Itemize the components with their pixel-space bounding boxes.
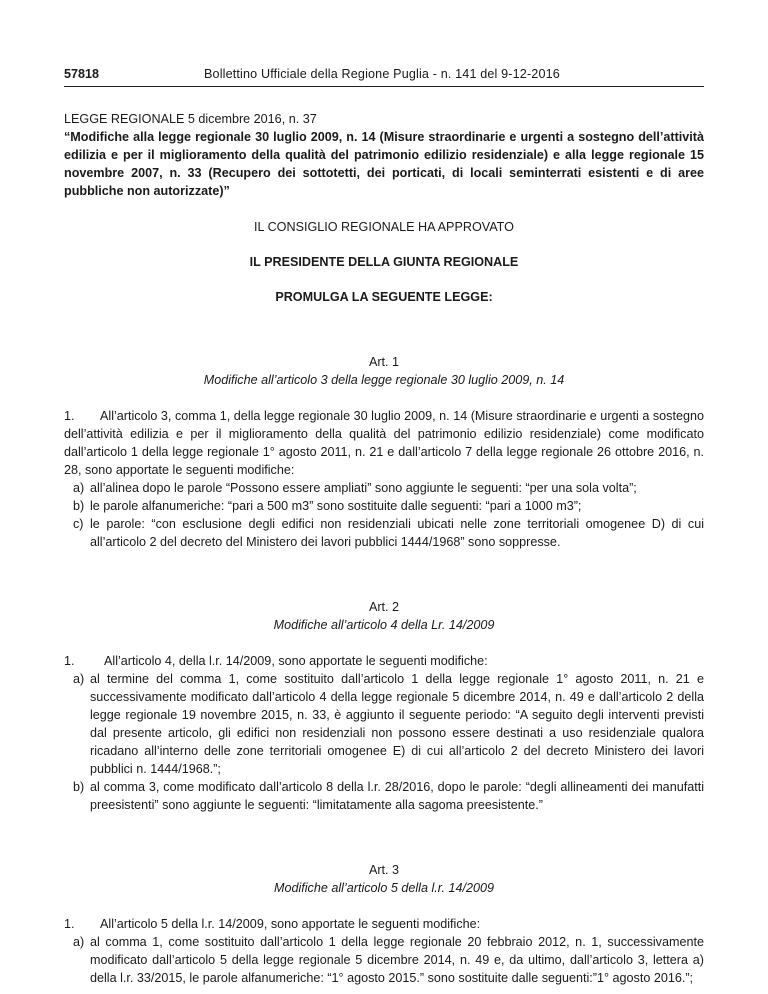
list-item (64, 670, 704, 778)
article-2 (64, 598, 704, 814)
document-body (64, 110, 704, 987)
promulga-heading: PROMULGA LA SEGUENTE LEGGE: (275, 290, 493, 304)
paragraph-text: All’articolo 3, comma 1, della legge regionale 30 luglio 2009, n. 14 (Misure straordinarie e urgenti a sostegno dell’attività edilizia e per il miglioramento della qualità del patrimonio edilizio residenziale) come modificato dall’articolo 1 della legge regionale 1° agosto 2011, n. 21 e dall’articolo 7 della legge regionale 26 ottobre 2016, n. 28, sono apportate le seguenti modifiche: (64, 409, 704, 477)
list-item-text: al termine del comma 1, come sostituito dall’articolo 1 della legge regionale 1° agosto 2011, n. 21 e successivamente modificato dall’articolo 4 della legge regionale 5 dicembre 2014, n. 49 e dall’articolo 2 della legge regionale 19 novembre 2015, n. 33, è aggiunto il seguente periodo: “A seguito degli interventi previsti dal presente articolo, gli edifici non residenziali non possono essere destinati a uso residenziale qualora ricadano all’interno delle zone territoriali omogenee E) di cui all’articolo 2 del decreto Ministero dei lavori pubblici n. 1444/1968.”; (90, 672, 704, 776)
council-approval: IL CONSIGLIO REGIONALE HA APPROVATO (254, 220, 514, 234)
article-heading: Art. 2 (368, 600, 400, 614)
paragraph-text: All’articolo 5 della l.r. 14/2009, sono apportate le seguenti modifiche: (100, 917, 481, 931)
article-heading: Art. 1 (368, 355, 400, 369)
modification-list (64, 670, 704, 814)
paragraph-number: 1. (64, 917, 75, 931)
list-item (64, 479, 704, 497)
bulletin-title: Bollettino Ufficiale della Regione Puglia - n. 141 del 9-12-2016 (204, 67, 560, 81)
page-header (64, 65, 704, 85)
law-subtitle: “Modifiche alla legge regionale 30 luglio 2009, n. 14 (Misure straordinarie e urgenti a sostegno dell’attività edilizia e per il miglioramento della qualità del patrimonio edilizio residenziale) e alla legge regionale 15 novembre 2007, n. 33 (Recupero dei sottotetti, dei porticati, di locali seminterrati esistenti e di aree pubbliche non autorizzate)” (64, 130, 704, 198)
list-item (64, 778, 704, 814)
list-marker: c) (73, 517, 84, 531)
list-item-text: al comma 1, come sostituito dall’articolo 1 della legge regionale 20 febbraio 2012, n. 1, successivamente modificato dall’articolo 5 della legge regionale 5 dicembre 2014, n. 49 e, da ultimo, dall’articolo 3, lettera a) della l.r. 33/2015, le parole alfanumeriche: “1° agosto 2015.” sono sostituite dalle seguenti:”1° agosto 2016.”; (90, 935, 704, 985)
list-item-text: le parole: “con esclusione degli edifici non residenziali ubicati nelle zone territoriali omogenee D) di cui all’articolo 2 del decreto del Ministero dei lavori pubblici 1444/1968” sono soppresse. (90, 517, 704, 549)
list-item-text: al comma 3, come modificato dall’articolo 8 della l.r. 28/2016, dopo le parole: “degli allineamenti dei manufatti preesistenti” sono aggiunte le seguenti: “limitatamente alla sagoma preesistente.” (90, 780, 704, 812)
article-subheading: Modifiche all’articolo 5 della l.r. 14/2009 (273, 881, 495, 895)
list-item (64, 933, 704, 987)
article-3 (64, 861, 704, 987)
list-item (64, 497, 704, 515)
paragraph-number: 1. (64, 654, 75, 668)
article-1 (64, 353, 704, 551)
list-item-text: le parole alfanumeriche: “pari a 500 m3” sono sostituite dalle seguenti: “pari a 1000 m3”; (90, 499, 582, 513)
list-marker: b) (73, 499, 85, 513)
article-paragraph (64, 407, 704, 479)
paragraph-text: All’articolo 4, della l.r. 14/2009, sono apportate le seguenti modifiche: (104, 654, 488, 668)
list-item (64, 515, 704, 551)
list-marker: a) (73, 935, 85, 949)
list-item-text: all’alinea dopo le parole “Possono essere ampliati” sono aggiunte le seguenti: “per una sola volta”; (90, 481, 637, 495)
president-heading: IL PRESIDENTE DELLA GIUNTA REGIONALE (249, 255, 519, 269)
article-subheading: Modifiche all’articolo 4 della Lr. 14/2009 (273, 618, 495, 632)
modification-list (64, 933, 704, 987)
list-marker: b) (73, 780, 85, 794)
article-paragraph (64, 652, 704, 670)
paragraph-number: 1. (64, 409, 75, 423)
law-title: LEGGE REGIONALE 5 dicembre 2016, n. 37 (64, 112, 317, 126)
modification-list (64, 479, 704, 551)
article-subheading: Modifiche all’articolo 3 della legge regionale 30 luglio 2009, n. 14 (203, 373, 565, 387)
header-divider (64, 86, 704, 87)
list-marker: a) (73, 481, 85, 495)
article-paragraph (64, 915, 704, 933)
list-marker: a) (73, 672, 85, 686)
article-heading: Art. 3 (368, 863, 400, 877)
page-number: 57818 (64, 67, 100, 81)
